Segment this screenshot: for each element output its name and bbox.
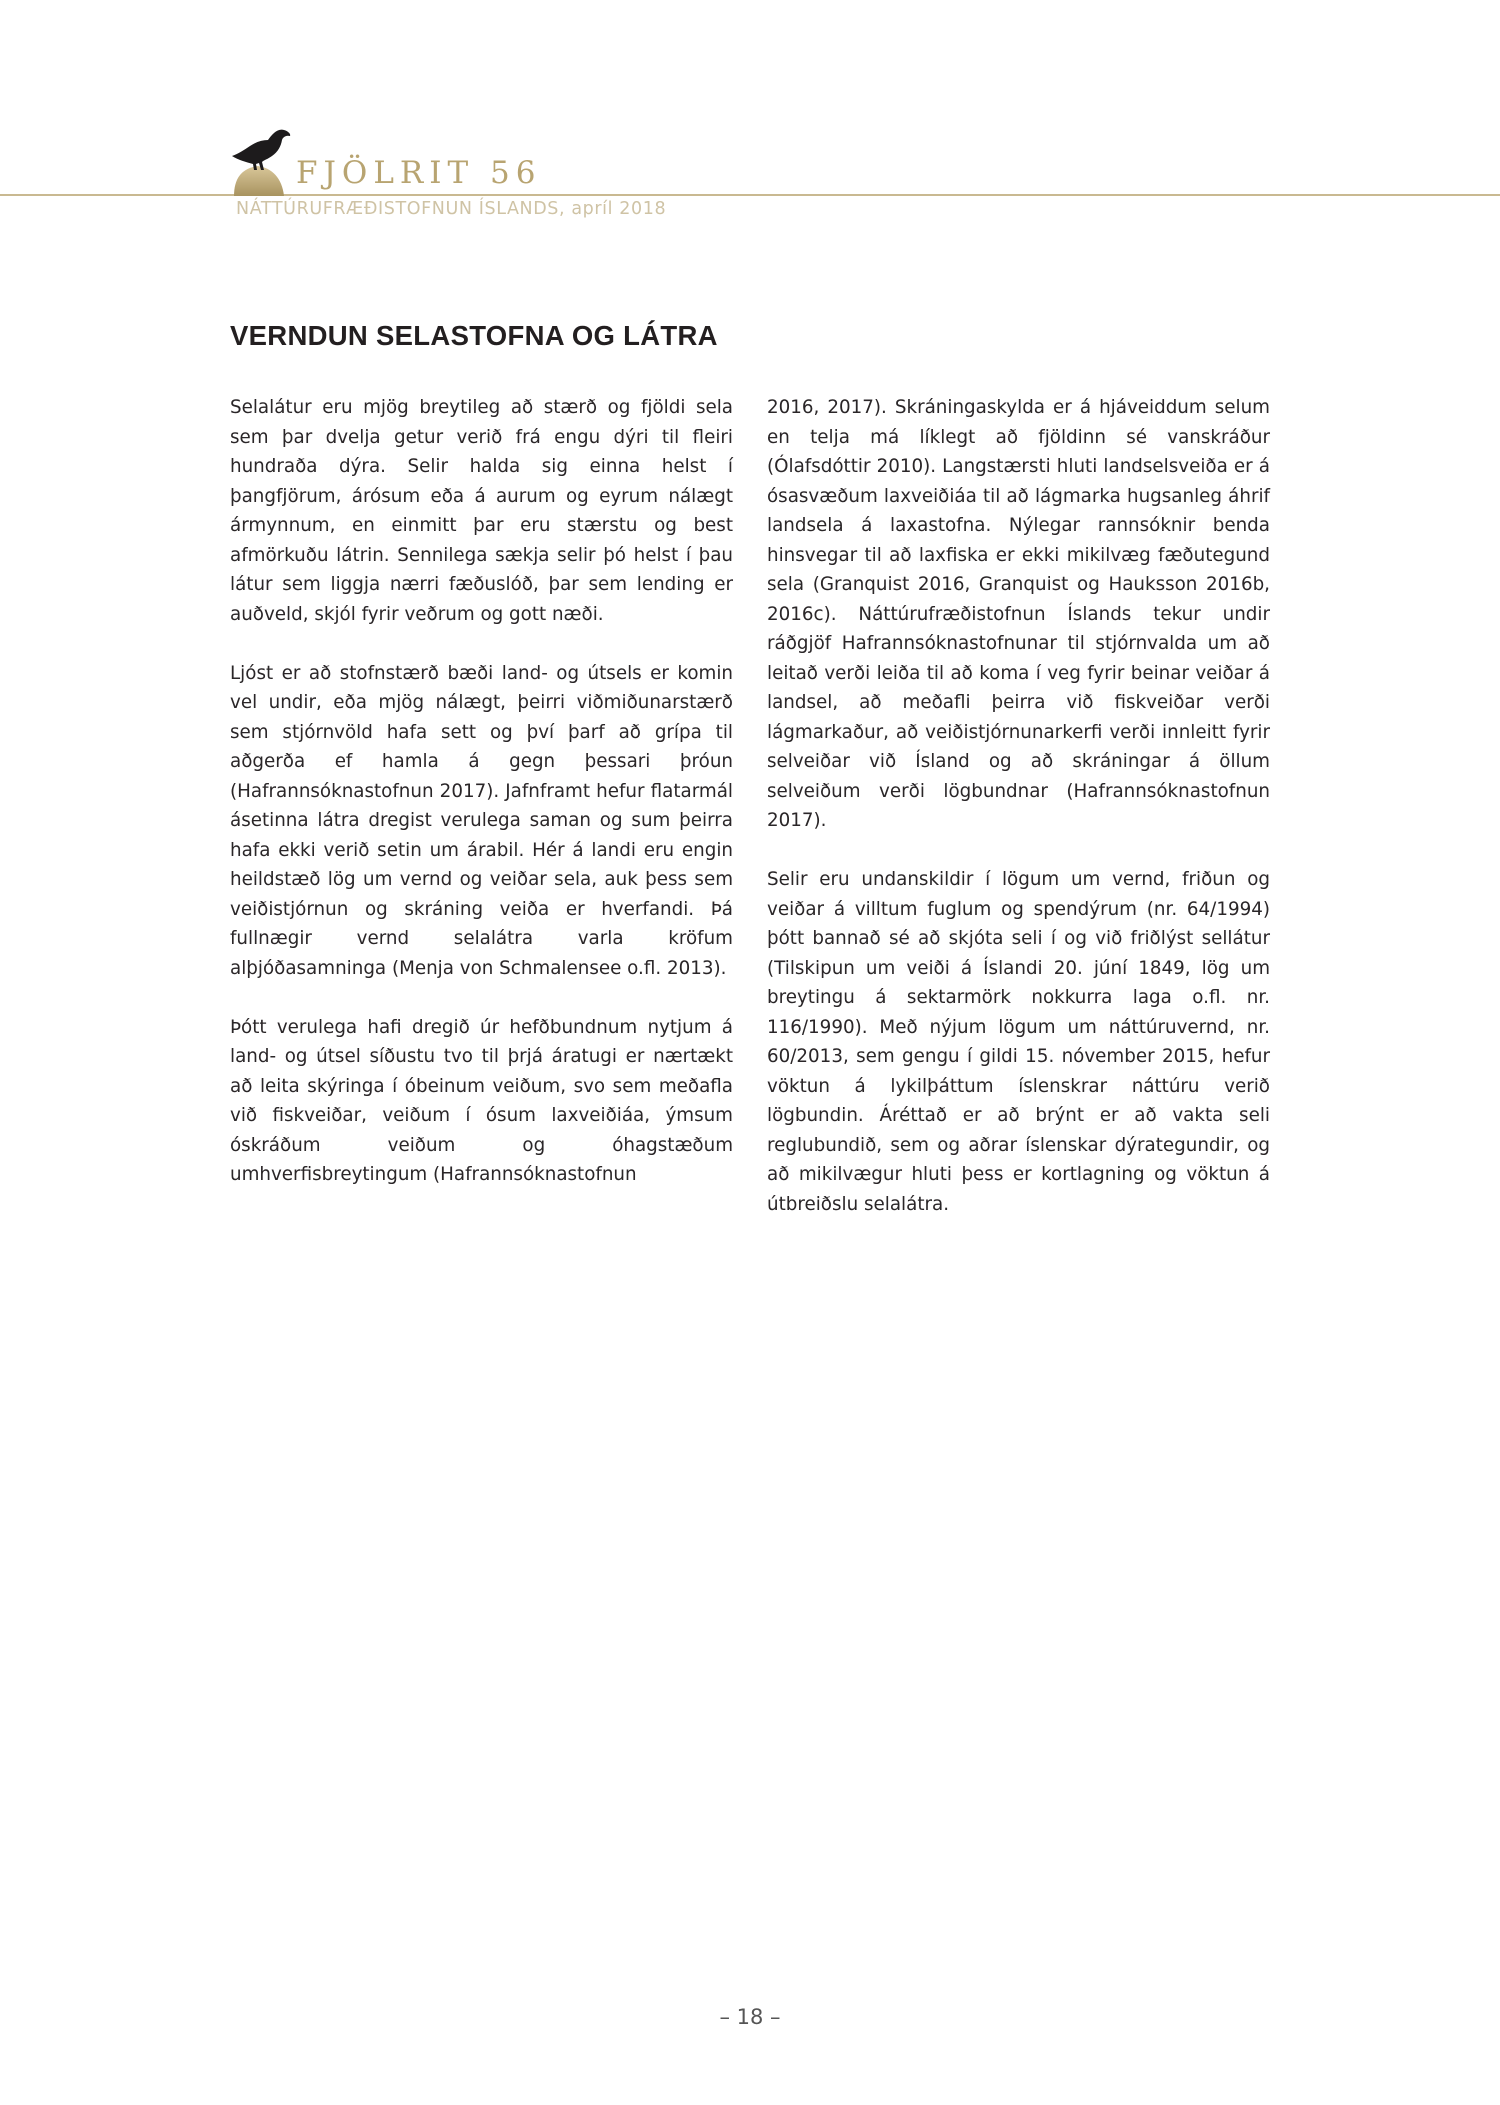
paragraph: Selalátur eru mjög breytileg að stærð og fjöldi sela sem þar dvelja getur verið frá engu dýri til fleiri hundraða dýra. Selir halda sig einna helst í þangfjörum, árósum eða á aurum og eyrum nálægt ármynnum, en einmitt þar eru stærstu og best afmörkuðu látrin. Sennilega sækja selir þó helst í þau látur sem liggja nærri fæðuslóð, þar sem lending er auðveld, skjól fyrir veðrum og gott næði.: [230, 397, 733, 625]
page-heading: VERNDUN SELASTOFNA OG LÁTRA: [230, 320, 718, 352]
page-number: – 18 –: [719, 2005, 781, 2029]
paragraph: Ljóst er að stofnstærð bæði land- og útsels er komin vel undir, eða mjög nálægt, þeirri viðmiðunarstærð sem stjórnvöld hafa sett og því þarf að grípa til aðgerða ef hamla á gegn þessari þróun (Hafrannsóknastofnun 2017). Jafnframt hefur flatarmál ásetinna látra dregist verulega saman og sum þeirra hafa ekki verið setin um árabil. Hér á landi eru engin heildstæð lög um vernd og veiðar sela, auk þess sem veiðistjórnun og skráning veiða er hverfandi. Þá fullnægir vernd selalátra varla kröfum alþjóðasamninga (Menja von Schmalensee o.fl. 2013).: [230, 662, 733, 979]
crow-on-rock-icon: [228, 120, 292, 196]
paragraph: Selir eru undanskildir í lögum um vernd, friðun og veiðar á villtum fuglum og spendýrum (nr. 64/1994) þótt bannað sé að skjóta seli í og við friðlýst sellátur (Tilskipun um veiði á Íslandi 20. júní 1849, lög um breytingu á sektarmörk nokkurra laga o.fl. nr. 116/1990). Með nýjum lögum um náttúruvernd, nr. 60/2013, sem gengu í gildi 15. nóvember 2015, hefur vöktun á lykilþáttum íslenskrar náttúru verið lögbundin. Áréttað er að brýnt er að vakta seli reglubundið, sem og aðrar íslenskar dýrategundir, og að mikilvægur hluti þess er kortlagning og vöktun á útbreiðslu selalátra.: [767, 869, 1270, 1215]
left-column: [230, 393, 733, 1219]
paragraph: Þótt verulega hafi dregið úr hefðbundnum nytjum á land- og útsel síðustu tvo til þrjá áratugi er nærtækt að leita skýringa í óbeinum veiðum, svo sem meðafla við fiskveiðar, veiðum í ósum laxveiðiáa, ýmsum óskráðum veiðum og óhagstæðum umhverfisbreytingum (Hafrannsóknastofnun: [230, 1016, 733, 1185]
right-column: [767, 393, 1270, 1249]
paragraph: 2016, 2017). Skráningaskylda er á hjáveiddum selum en telja má líklegt að fjöldinn sé vanskráður (Ólafsdóttir 2010). Langstærsti hluti landselsveiða er á ósasvæðum laxveiðiáa til að lágmarka hugsanleg áhrif landsela á laxastofna. Nýlegar rannsóknir benda hinsvegar til að laxfiska er ekki mikilvæg fæðutegund sela (Granquist 2016, Granquist og Hauksson 2016b, 2016c). Náttúrufræðistofnun Íslands tekur undir ráðgjöf Hafrannsóknastofnunar til stjórnvalda um að leitað verði leiða til að koma í veg fyrir beinar veiðar á landsel, að meðafli þeirra við fiskveiðar verði lágmarkaður, að veiðistjórnunarkerfi verði innleitt fyrir selveiðar við Ísland og að skráningar á öllum selveiðum verði lögbundnar (Hafrannsóknastofnun 2017).: [767, 397, 1270, 831]
publisher-line: NÁTTÚRUFRÆÐISTOFNUN ÍSLANDS, apríl 2018: [236, 199, 667, 219]
series-title: FJÖLRIT 56: [296, 155, 542, 191]
header-rule: [0, 194, 1500, 196]
